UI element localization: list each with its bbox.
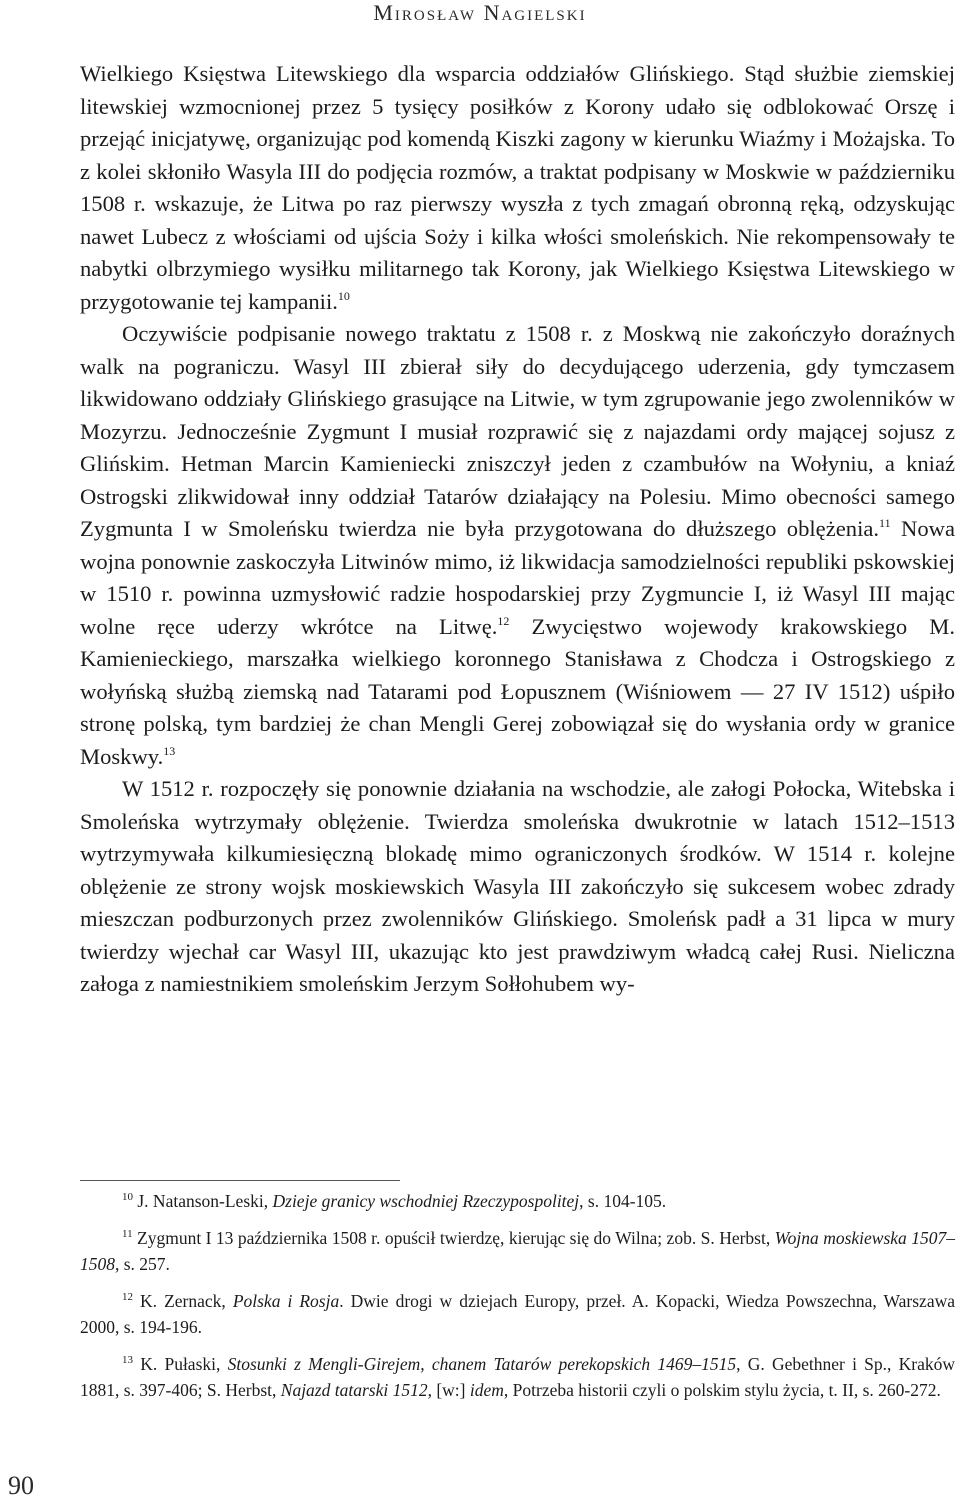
footnote-text: Zygmunt I 13 października 1508 r. opuścił twierdzę, kierując się do Wilna; zob. S. Herbst, [132, 1228, 775, 1248]
paragraph-3 [80, 773, 955, 1001]
footnote-title: Najazd tatarski 1512 [280, 1380, 428, 1400]
paragraph-text: Oczywiście podpisanie nowego traktatu z 1508 r. z Moskwą nie zakończyło doraźnych walk na pograniczu. Wasyl III zbierał siły do decydującego uderzenia, gdy tymczasem likwidowano oddziały Glińskiego grasujące na Litwie, w tym zgrupowanie jego zwolenników w Mozyrzu. Jednocześnie Zygmunt I musiał rozprawić się z najazdami ordy mającej sojusz z Glińskim. Hetman Marcin Kamieniecki zniszczył jeden z czambułów na Wołyniu, a kniaź Ostrogski zlikwidował inny oddział Tatarów działający na Polesiu. Mimo obecności samego Zygmunta I w Smoleńsku twierdza nie była przygotowana do dłuższego oblężenia. [80, 321, 955, 541]
page-number: 90 [8, 1471, 34, 1500]
footnote-ref-10: 10 [337, 288, 350, 303]
footnotes [80, 1188, 955, 1414]
paragraph-text: W 1512 r. rozpoczęły się ponownie działania na wschodzie, ale załogi Połocka, Witebska i Smoleńska wytrzymały oblężenie. Twierdza smoleńska dwukrotnie w latach 1512–1513 wytrzymywała kilkumiesięczną blokadę mimo ograniczonych środków. W 1514 r. kolejne oblężenie ze strony wojsk moskiewskich Wasyla III zakończyło się sukcesem wobec zdrady mieszczan podburzonych przez zwolenników Glińskiego. Smoleńsk padł a 31 lipca w mury twierdzy wjechał car Wasyl III, ukazując kto jest prawdziwym władcą całej Rusi. Nieliczna załoga z namiestnikiem smoleńskim Jerzym Sołłohubem wy- [80, 776, 955, 996]
footnote-text: , s. 104-105. [579, 1191, 667, 1211]
footnote-separator [80, 1180, 400, 1181]
footnote-12 [80, 1288, 955, 1340]
footnote-text: K. Zernack, [133, 1291, 233, 1311]
running-head: Mirosław Nagielski [373, 0, 587, 25]
footnote-text: J. Natanson-Leski, [133, 1191, 273, 1211]
footnote-title: idem [469, 1380, 504, 1400]
footnote-title: Stosunki z Mengli-Girejem, chanem Tatarów perekopskich 1469–1515 [227, 1354, 737, 1374]
footnote-ref-13: 13 [163, 743, 176, 758]
paragraph-text: Wielkiego Księstwa Litewskiego dla wsparcia oddziałów Glińskiego. Stąd służbie ziemskiej litewskiej wzmocnionej przez 5 tysięcy posiłków z Korony udało się odblokować Orszę i przejąć inicjatywę, organizując pod komendą Kiszki zagony w kierunku Wiaźmy i Możajska. To z kolei skłoniło Wasyla III do podjęcia rozmów, a traktat podpisany w Moskwie w październiku 1508 r. wskazuje, że Litwa po raz pierwszy wyszła z tych zmagań obronną ręką, odzyskując nawet Lubecz z włościami od ujścia Soży i kilka włości smoleńskich. Nie rekompensowały te nabytki olbrzymiego wysiłku militarnego tak Korony, jak Wielkiego Księstwa Litewskiego w przygotowanie tej kampanii. [80, 61, 955, 314]
footnote-title: Dzieje granicy wschodniej Rzeczypospolitej [272, 1191, 580, 1211]
paragraph-2 [80, 318, 955, 773]
footnote-text: , s. 257. [115, 1254, 170, 1274]
footnote-number: 11 [122, 1228, 133, 1240]
footnote-number: 13 [122, 1354, 133, 1366]
paragraph-text: Zwycięstwo wojewody krakowskiego M. Kamienieckiego, marszałka wielkiego koronnego Stanisława z Chodcza i Ostrogskiego z wołyńską służbą ziemską nad Tatarami pod Łopusznem (Wiśniowem — 27 IV 1512) uśpiło stronę polską, tym bardziej że chan Mengli Gerej zobowiązał się do wysłania ordy w granice Moskwy. [80, 613, 956, 769]
footnote-10 [80, 1188, 955, 1214]
footnote-text: , [w:] [427, 1380, 470, 1400]
footnote-13 [80, 1351, 955, 1403]
paragraph-1 [80, 58, 955, 318]
footnote-text: K. Pułaski, [133, 1354, 228, 1374]
main-text [80, 58, 955, 1001]
footnote-11 [80, 1225, 955, 1277]
footnote-title: Polska i Rosja [232, 1291, 340, 1311]
footnote-number: 10 [122, 1191, 133, 1203]
footnote-text: , Potrzeba historii czyli o polskim stylu życia, t. II, s. 260-272. [503, 1380, 941, 1400]
paragraph-text: Nowa wojna ponownie zaskoczyła Litwinów mimo, iż likwidacja samodzielności republiki pskowskiej w 1510 r. powinna uzmysłowić radzie hospodarskiej przy Zygmuncie I, iż Wasyl III mając wolne ręce uderzy wkrótce na Litwę. [80, 516, 955, 639]
footnote-text: . Dwie drogi w dziejach Europy, przeł. A. Kopacki, Wiedza Powszechna, Warszawa 2000, s. 194-196. [80, 1291, 955, 1337]
footnote-title: Wojna moskiewska 1507–1508 [80, 1228, 955, 1274]
footnote-text: , G. Gebethner i Sp., Kraków 1881, s. 397-406; S. Herbst, [80, 1354, 955, 1400]
footnote-ref-11: 11 [879, 516, 891, 530]
footnote-number: 12 [122, 1291, 133, 1303]
footnote-ref-12: 12 [497, 613, 510, 628]
